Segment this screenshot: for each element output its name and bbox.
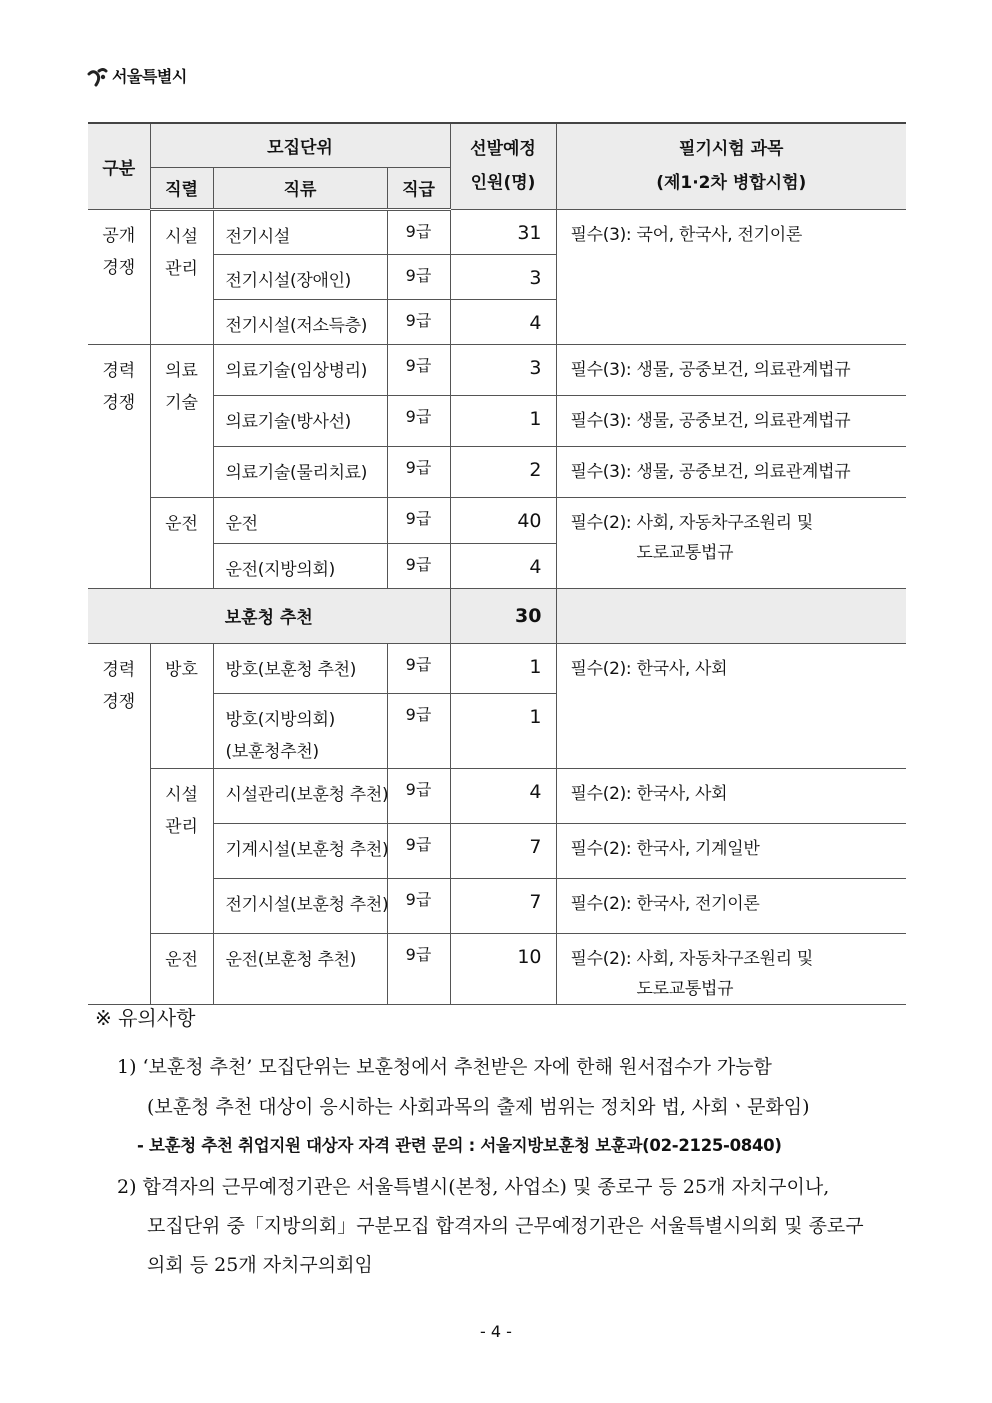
category-cell: [88, 209, 150, 344]
summary-label: 보훈청 추천: [88, 588, 450, 643]
subject-cell: 필수(2): 한국사, 사회: [556, 643, 906, 768]
grade-cell: 9급: [387, 933, 450, 1004]
category-text: 경력: [102, 360, 136, 381]
table-row: [88, 643, 906, 693]
subject-text: 필수(2): 사회, 자동차구조원리 및: [570, 948, 813, 969]
series-text: 시설: [165, 226, 198, 247]
subject-cell: 필수(3): 생물, 공중보건, 의료관계법규: [556, 395, 906, 446]
jikryu-cell: 운전(보훈청 추천): [213, 933, 387, 1004]
recruitment-table: [88, 122, 906, 1005]
category-text: 경쟁: [102, 691, 136, 712]
grade-cell: 9급: [387, 446, 450, 497]
header-count-line1: 선발예정: [470, 139, 536, 160]
count-cell: 4: [450, 299, 556, 344]
header-count: [450, 123, 556, 209]
category-text: 경력: [102, 659, 136, 680]
count-cell: 7: [450, 823, 556, 878]
jikryu-cell: 기계시설(보훈청 추천): [213, 823, 387, 878]
count-cell: 40: [450, 497, 556, 543]
note-2-line-1: 2) 합격자의 근무예정기관은 서울특별시(본청, 사업소) 및 종로구 등 25개 자치구이나,: [117, 1176, 830, 1198]
series-cell: [150, 768, 213, 933]
count-cell: 2: [450, 446, 556, 497]
jikryu-cell: 방호(보훈청 추천): [213, 643, 387, 693]
header-subject-line1: 필기시험 과목: [679, 139, 784, 160]
subject-cell: 필수(3): 생물, 공중보건, 의료관계법규: [556, 446, 906, 497]
grade-cell: 9급: [387, 395, 450, 446]
jikryu-text: (보훈청추천): [225, 741, 319, 762]
series-text: 시설: [165, 784, 198, 805]
count-cell: 10: [450, 933, 556, 1004]
table-row: [88, 933, 906, 1004]
category-text: 경쟁: [102, 392, 136, 413]
note-1-contact: - 보훈청 추천 취업지원 대상자 자격 관련 문의 : 서울지방보훈청 보훈과(02-2125-0840): [137, 1136, 782, 1155]
header-jikgeup: 직급: [387, 167, 450, 209]
jikryu-cell: 운전: [213, 497, 387, 543]
jikryu-cell: 의료기술(물리치료): [213, 446, 387, 497]
jikryu-cell: 시설관리(보훈청 추천): [213, 768, 387, 823]
grade-cell: 9급: [387, 878, 450, 933]
header-gubun: 구분: [88, 123, 150, 209]
subject-cell: 필수(2): 한국사, 전기이론: [556, 878, 906, 933]
series-cell: [150, 344, 213, 497]
note-2-line-3: 의회 등 25개 자치구의회임: [147, 1254, 373, 1276]
subject-cell: 필수(3): 국어, 한국사, 전기이론: [556, 209, 906, 344]
note-1-line-2: (보훈청 추천 대상이 응시하는 사회과목의 출제 범위는 정치와 법, 사회ㆍ문화임): [147, 1096, 810, 1118]
jikryu-cell: 의료기술(방사선): [213, 395, 387, 446]
count-cell: 4: [450, 543, 556, 588]
series-text: 관리: [165, 816, 198, 837]
count-cell: 1: [450, 693, 556, 768]
subject-text: 도로교통법규: [636, 978, 734, 999]
series-text: 기술: [165, 392, 198, 413]
subject-cell: 필수(3): 생물, 공중보건, 의료관계법규: [556, 344, 906, 395]
header-jikryu: 직류: [213, 167, 387, 209]
count-cell: 4: [450, 768, 556, 823]
veterans-summary-row: [88, 588, 906, 643]
count-cell: 31: [450, 209, 556, 254]
jikryu-cell: 전기시설(보훈청 추천): [213, 878, 387, 933]
count-cell: 3: [450, 254, 556, 299]
grade-cell: 9급: [387, 344, 450, 395]
header-unit: 모집단위: [150, 123, 450, 167]
table-row: [88, 497, 906, 543]
series-cell: 방호: [150, 643, 213, 768]
count-cell: 7: [450, 878, 556, 933]
seoul-logo: [86, 64, 187, 87]
subject-cell: [556, 497, 906, 588]
grade-cell: 9급: [387, 497, 450, 543]
count-cell: 1: [450, 643, 556, 693]
jikryu-cell: 의료기술(임상병리): [213, 344, 387, 395]
table-row: [88, 209, 906, 254]
jikryu-cell: 전기시설(저소득층): [213, 299, 387, 344]
category-cell: [88, 344, 150, 588]
grade-cell: 9급: [387, 643, 450, 693]
header-count-line2: 인원(명): [470, 173, 536, 194]
jikryu-cell: 전기시설(장애인): [213, 254, 387, 299]
summary-count: 30: [450, 588, 556, 643]
series-text: 의료: [165, 360, 198, 381]
grade-cell: 9급: [387, 543, 450, 588]
subject-cell: [556, 933, 906, 1004]
subject-cell: 필수(2): 한국사, 기계일반: [556, 823, 906, 878]
seoul-logo-icon: [86, 65, 108, 87]
note-1-line-1: 1) ‘보훈청 추천’ 모집단위는 보훈청에서 추천받은 자에 한해 원서접수가 가능함: [117, 1056, 772, 1078]
subject-cell: 필수(2): 한국사, 사회: [556, 768, 906, 823]
category-cell: [88, 643, 150, 1004]
grade-cell: 9급: [387, 768, 450, 823]
summary-subject: [556, 588, 906, 643]
header-subject-line2: (제1·2차 병합시험): [656, 173, 807, 194]
header-jikryeol: 직렬: [150, 167, 213, 209]
header-subject: [556, 123, 906, 209]
series-text: 관리: [165, 258, 198, 279]
notes-heading: ※ 유의사항: [95, 1006, 196, 1030]
subject-text: 필수(2): 사회, 자동차구조원리 및: [570, 512, 813, 533]
category-text: 경쟁: [102, 257, 136, 278]
category-text: 공개: [102, 225, 136, 246]
jikryu-cell: 운전(지방의회): [213, 543, 387, 588]
grade-cell: 9급: [387, 823, 450, 878]
jikryu-cell: 전기시설: [213, 209, 387, 254]
series-cell: [150, 209, 213, 344]
table-row: [88, 344, 906, 395]
jikryu-text: 방호(지방의회): [225, 709, 335, 730]
jikryu-cell: [213, 693, 387, 768]
page-number: - 4 -: [480, 1322, 512, 1341]
grade-cell: 9급: [387, 209, 450, 254]
grade-cell: 9급: [387, 693, 450, 768]
table-row: [88, 768, 906, 823]
count-cell: 3: [450, 344, 556, 395]
count-cell: 1: [450, 395, 556, 446]
series-cell: 운전: [150, 497, 213, 588]
note-2-line-2: 모집단위 중「지방의회」구분모집 합격자의 근무예정기관은 서울특별시의회 및 종로구: [147, 1215, 864, 1237]
series-cell: 운전: [150, 933, 213, 1004]
grade-cell: 9급: [387, 254, 450, 299]
grade-cell: 9급: [387, 299, 450, 344]
subject-text: 도로교통법규: [636, 542, 734, 563]
org-name: 서울특별시: [112, 67, 187, 86]
